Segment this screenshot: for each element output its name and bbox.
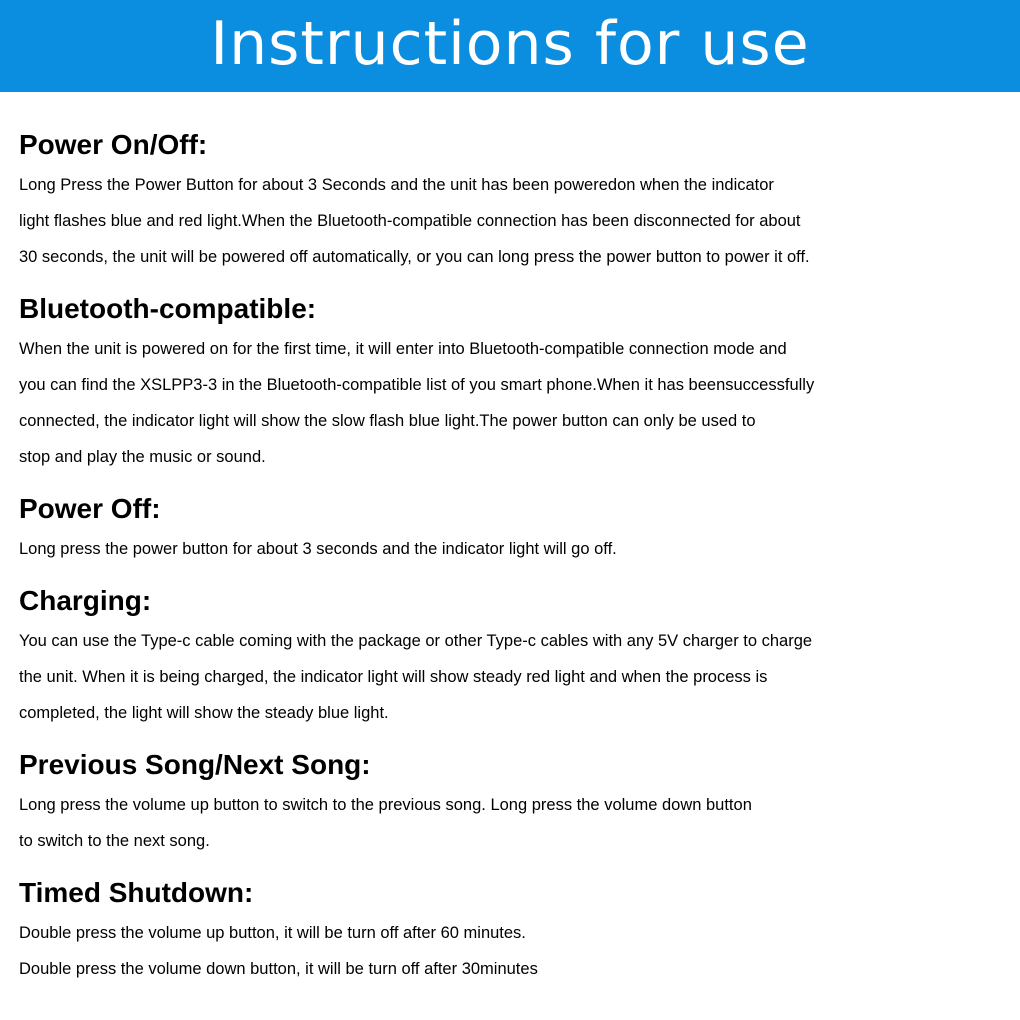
section-previous-next-song [19,749,1009,859]
section-text-line: completed, the light will show the steady blue light. [19,704,389,722]
section-power-on-off [19,129,1009,275]
section-text-line: You can use the Type-c cable coming with the package or other Type-c cables with any 5V charger to charge [19,632,813,650]
section-text-line: Long press the power button for about 3 seconds and the indicator light will go off. [19,540,617,558]
page-title: Instructions for use [210,9,810,79]
section-text-line: Double press the volume up button, it will be turn off after 60 minutes. [19,924,526,942]
section-heading: Timed Shutdown: [19,877,254,908]
section-text-line: stop and play the music or sound. [19,448,266,466]
section-heading: Bluetooth-compatible: [19,293,317,324]
section-bluetooth [19,293,1009,475]
title-banner [0,0,1020,92]
section-power-off [19,493,1009,567]
section-text-line: you can find the XSLPP3-3 in the Bluetooth-compatible list of you smart phone.When it has beensuccessfully [19,376,815,394]
section-text-line: Long press the volume up button to switch to the previous song. Long press the volume down button [19,796,752,814]
section-text-line: Long Press the Power Button for about 3 Seconds and the unit has been poweredon when the indicator [19,176,774,194]
section-timed-shutdown [19,877,1009,987]
section-text-line: 30 seconds, the unit will be powered off automatically, or you can long press the power button to power it off. [19,248,810,266]
section-text-line: Double press the volume down button, it will be turn off after 30minutes [19,960,538,978]
section-text-line: light flashes blue and red light.When the Bluetooth-compatible connection has been disconnected for about [19,212,801,230]
section-heading: Charging: [19,585,152,616]
section-text-line: to switch to the next song. [19,832,210,850]
section-heading: Power Off: [19,493,161,524]
section-text-line: When the unit is powered on for the first time, it will enter into Bluetooth-compatible connection mode and [19,340,787,358]
section-text-line: the unit. When it is being charged, the indicator light will show steady red light and when the process is [19,668,768,686]
section-charging [19,585,1009,731]
section-heading: Power On/Off: [19,129,208,160]
section-heading: Previous Song/Next Song: [19,749,371,780]
section-text-line: connected, the indicator light will show the slow flash blue light.The power button can only be used to [19,412,756,430]
